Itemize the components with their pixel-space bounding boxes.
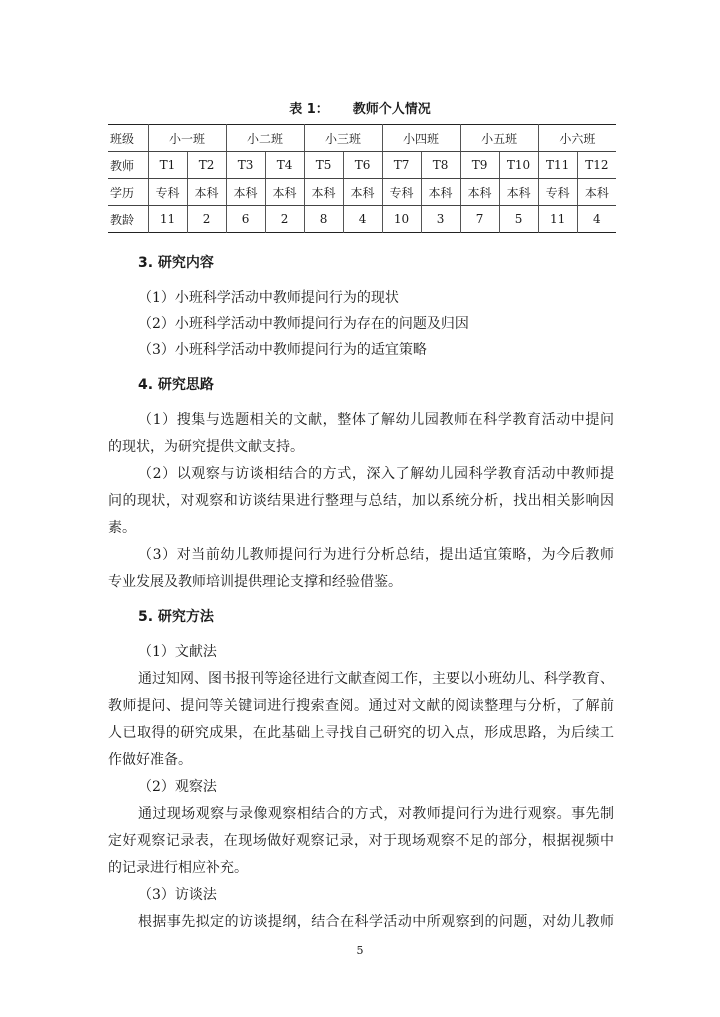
research-content-item: （2）小班科学活动中教师提问行为存在的问题及归因	[138, 316, 469, 332]
table-cell: 10	[382, 206, 421, 233]
paragraph-line: 定好观察记录表，在现场做好观察记录，对于现场观察不足的部分，根据视频中	[108, 833, 614, 849]
table-cell: 本科	[187, 179, 226, 206]
table-cell: 6	[226, 206, 265, 233]
research-content-item: （3）小班科学活动中教师提问行为的适宜策略	[138, 342, 427, 358]
table-cell: T7	[382, 152, 421, 179]
paragraph-line: 素。	[108, 520, 136, 536]
table-cell: T5	[304, 152, 343, 179]
table-cell: 本科	[265, 179, 304, 206]
page-number: 5	[356, 944, 364, 957]
table-caption-number: 表 1：	[289, 102, 329, 117]
table-cell: 5	[499, 206, 538, 233]
paragraph-line: 专业发展及教师培训提供理论支撑和经验借鉴。	[108, 574, 402, 590]
table-cell: 4	[577, 206, 616, 233]
teacher-info-table	[108, 124, 616, 233]
row-label-class: 班级	[108, 125, 148, 152]
table-row-class	[108, 125, 616, 152]
table-cell: 3	[421, 206, 460, 233]
table-cell: 小六班	[538, 125, 616, 152]
table-cell: T1	[148, 152, 187, 179]
table-cell: T6	[343, 152, 382, 179]
paragraph-line: 根据事先拟定的访谈提纲，结合在科学活动中所观察到的问题，对幼儿教师	[138, 914, 614, 930]
table-cell: 小一班	[148, 125, 226, 152]
table-cell: 小四班	[382, 125, 460, 152]
paragraph-line: 教师提问、提问等关键词进行搜索查阅。通过对文献的阅读整理与分析，了解前	[108, 698, 614, 714]
paragraph-line: （1）搜集与选题相关的文献，整体了解幼儿园教师在科学教育活动中提问	[138, 412, 614, 428]
table-cell: 11	[148, 206, 187, 233]
table-cell: 本科	[304, 179, 343, 206]
table-cell: T3	[226, 152, 265, 179]
method-title: （3）访谈法	[138, 887, 217, 903]
table-cell: 本科	[499, 179, 538, 206]
table-cell: 专科	[538, 179, 577, 206]
table-cell: T10	[499, 152, 538, 179]
paragraph-line: 的现状，为研究提供文献支持。	[108, 439, 304, 455]
table-cell: 8	[304, 206, 343, 233]
table-caption	[0, 98, 720, 117]
table-cell: 本科	[343, 179, 382, 206]
table-cell: 7	[460, 206, 499, 233]
table-cell: 本科	[577, 179, 616, 206]
table-cell: 本科	[460, 179, 499, 206]
paragraph-line: （2）以观察与访谈相结合的方式，深入了解幼儿园科学教育活动中教师提	[138, 466, 614, 482]
paragraph-line: 作做好准备。	[108, 752, 192, 768]
row-label-education: 学历	[108, 179, 148, 206]
row-label-teacher: 教师	[108, 152, 148, 179]
table-cell: 小三班	[304, 125, 382, 152]
table-cell: T4	[265, 152, 304, 179]
method-title: （1）文献法	[138, 644, 217, 660]
paragraph-line: 人已取得的研究成果，在此基础上寻找自己研究的切入点，形成思路，为后续工	[108, 725, 614, 741]
table-cell: 2	[265, 206, 304, 233]
row-label-years: 教龄	[110, 212, 135, 227]
paragraph-line: 问的现状，对观察和访谈结果进行整理与总结，加以系统分析，找出相关影响因	[108, 493, 614, 509]
table-cell: 小五班	[460, 125, 538, 152]
section-5-heading: 5. 研究方法	[138, 609, 214, 625]
table-cell: 专科	[382, 179, 421, 206]
paragraph-line: 通过知网、图书报刊等途径进行文献查阅工作，主要以小班幼儿、科学教育、	[138, 671, 614, 687]
table-cell: 4	[343, 206, 382, 233]
table-caption-title: 教师个人情况	[352, 102, 431, 117]
table-cell: T8	[421, 152, 460, 179]
table-row-teacher	[108, 152, 616, 179]
paragraph-line: （3）对当前幼儿教师提问行为进行分析总结，提出适宜策略，为今后教师	[138, 547, 614, 563]
table-cell: T12	[577, 152, 616, 179]
section-4-heading: 4. 研究思路	[138, 377, 214, 393]
table-cell: 本科	[226, 179, 265, 206]
table-cell: 2	[187, 206, 226, 233]
table-cell: 专科	[148, 179, 187, 206]
table-cell: 小二班	[226, 125, 304, 152]
table-cell: 本科	[421, 179, 460, 206]
table-cell: 11	[538, 206, 577, 233]
paragraph-line: 的记录进行相应补充。	[108, 860, 248, 876]
method-title: （2）观察法	[138, 779, 217, 795]
section-3-heading: 3. 研究内容	[138, 255, 214, 271]
table-cell: T9	[460, 152, 499, 179]
table-row-education	[108, 179, 616, 206]
table-cell: T2	[187, 152, 226, 179]
paragraph-line: 通过现场观察与录像观察相结合的方式，对教师提问行为进行观察。事先制	[138, 806, 614, 822]
table-cell: T11	[538, 152, 577, 179]
table-row-years	[108, 206, 616, 233]
research-content-item: （1）小班科学活动中教师提问行为的现状	[138, 290, 399, 306]
